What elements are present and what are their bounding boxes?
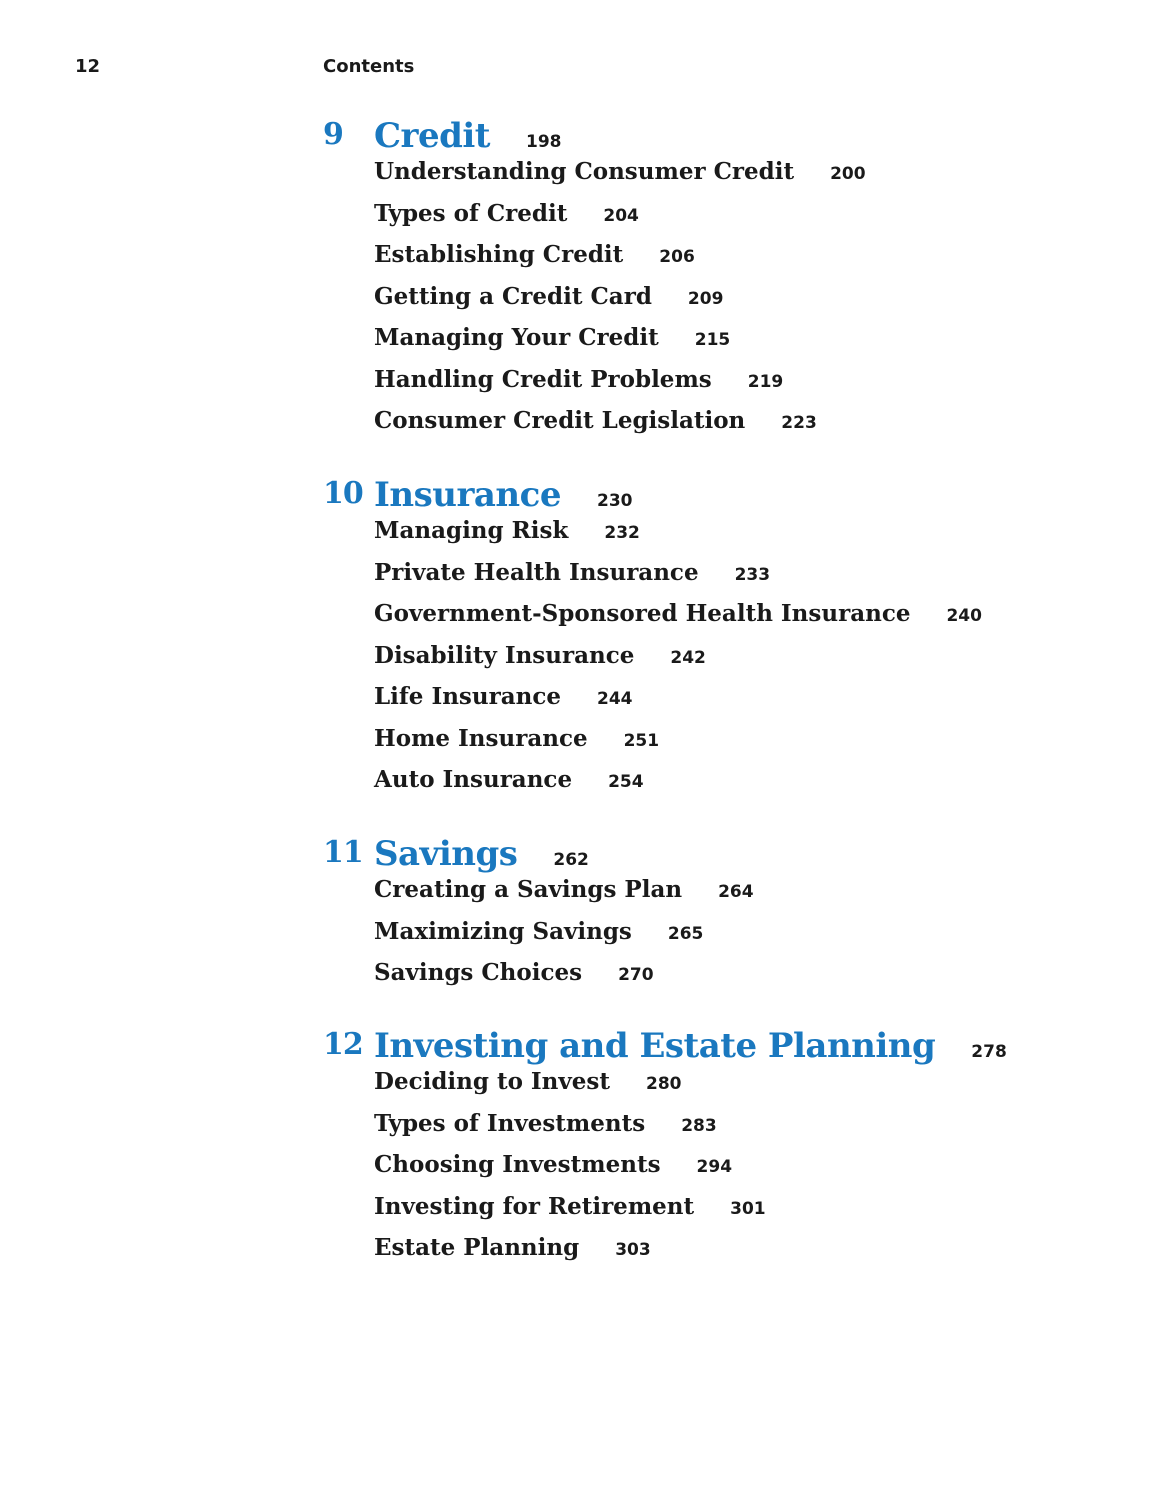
section-title: Government-Sponsored Health Insurance [374, 600, 911, 627]
section-page-number: 244 [596, 689, 633, 709]
section-page-number: 270 [618, 965, 654, 985]
toc-entry[interactable] [374, 874, 754, 916]
section-list [374, 874, 754, 999]
chapter-title-link[interactable]: Insurance [374, 475, 561, 515]
section-title: Estate Planning [374, 1234, 580, 1261]
section-title: Managing Your Credit [374, 324, 659, 351]
section-page-number: 242 [670, 647, 706, 668]
toc-entry[interactable] [374, 239, 866, 281]
section-title: Creating a Savings Plan [374, 876, 683, 903]
toc-entry[interactable] [374, 1232, 766, 1274]
chapter-title-link[interactable]: Savings [374, 834, 518, 874]
section-page-number: 251 [623, 730, 660, 751]
section-title: Auto Insurance [374, 766, 573, 793]
section-list [374, 515, 982, 806]
section-page-number: 232 [604, 523, 640, 543]
section-page-number: 209 [687, 288, 724, 309]
chapter-title-link[interactable]: Investing and Estate Planning [374, 1026, 936, 1066]
section-page-number: 200 [830, 164, 866, 184]
chapter-number: 11 [323, 835, 363, 870]
section-page-number: 254 [608, 772, 644, 792]
section-title: Savings Choices [374, 959, 583, 986]
chapter-number: 10 [323, 476, 363, 511]
section-list [374, 156, 866, 447]
chapter-number: 12 [323, 1027, 363, 1062]
toc-entry[interactable] [374, 557, 982, 599]
toc-entry[interactable] [374, 156, 866, 198]
section-page-number: 206 [659, 247, 695, 267]
toc-entry[interactable] [374, 764, 982, 806]
section-page-number: 280 [645, 1074, 682, 1094]
section-page-number: 301 [730, 1198, 766, 1219]
section-title: Choosing Investments [374, 1151, 661, 1178]
chapter-title-link[interactable]: Credit [374, 116, 490, 156]
section-title: Life Insurance [374, 683, 561, 710]
section-page-number: 264 [718, 882, 754, 902]
toc-entry[interactable] [374, 198, 866, 240]
section-title: Managing Risk [374, 517, 569, 544]
section-page-number: 303 [615, 1240, 651, 1260]
chapter-page-number: 230 [596, 491, 633, 511]
section-title: Deciding to Invest [374, 1068, 610, 1095]
toc-entry[interactable] [374, 515, 982, 557]
toc-entry[interactable] [374, 364, 866, 406]
section-page-number: 223 [781, 413, 817, 433]
section-title: Consumer Credit Legislation [374, 407, 746, 434]
section-page-number: 294 [696, 1157, 733, 1177]
section-title: Understanding Consumer Credit [374, 158, 795, 185]
toc-entry[interactable] [374, 1149, 766, 1191]
chapter-page-number: 278 [971, 1042, 1007, 1062]
section-page-number: 219 [747, 371, 784, 392]
chapter-page-number: 198 [526, 132, 562, 152]
section-page-number: 283 [681, 1115, 717, 1136]
toc-entry[interactable] [374, 598, 982, 640]
section-page-number: 240 [946, 606, 982, 626]
toc-entry[interactable] [374, 405, 866, 447]
chapter-number: 9 [323, 117, 343, 152]
toc-entry[interactable] [374, 681, 982, 723]
section-title: Types of Investments [374, 1109, 646, 1137]
running-head [0, 56, 1167, 80]
toc-entry[interactable] [374, 1191, 766, 1233]
toc-entry[interactable] [374, 1066, 766, 1108]
toc-entry[interactable] [374, 640, 982, 682]
section-title: Handling Credit Problems [374, 365, 712, 393]
toc-entry[interactable] [374, 957, 754, 999]
section-title: Home Insurance [374, 724, 588, 752]
section-title: Getting a Credit Card [374, 282, 652, 310]
toc-entry[interactable] [374, 322, 866, 364]
section-page-number: 233 [734, 564, 771, 585]
section-title: Investing for Retirement [374, 1192, 695, 1220]
section-list [374, 1066, 766, 1274]
section-title: Establishing Credit [374, 241, 624, 268]
section-page-number: 265 [667, 923, 704, 944]
chapter-page-number: 262 [553, 850, 589, 870]
toc-entry[interactable] [374, 723, 982, 765]
toc-entry[interactable] [374, 281, 866, 323]
toc-entry[interactable] [374, 1108, 766, 1150]
running-title: Contents [323, 56, 415, 77]
section-title: Maximizing Savings [374, 917, 632, 945]
section-page-number: 215 [694, 330, 731, 350]
section-title: Types of Credit [374, 199, 568, 227]
page-number: 12 [75, 56, 101, 77]
section-page-number: 204 [603, 205, 639, 226]
toc-entry[interactable] [374, 916, 754, 958]
section-title: Private Health Insurance [374, 558, 699, 586]
section-title: Disability Insurance [374, 641, 635, 669]
